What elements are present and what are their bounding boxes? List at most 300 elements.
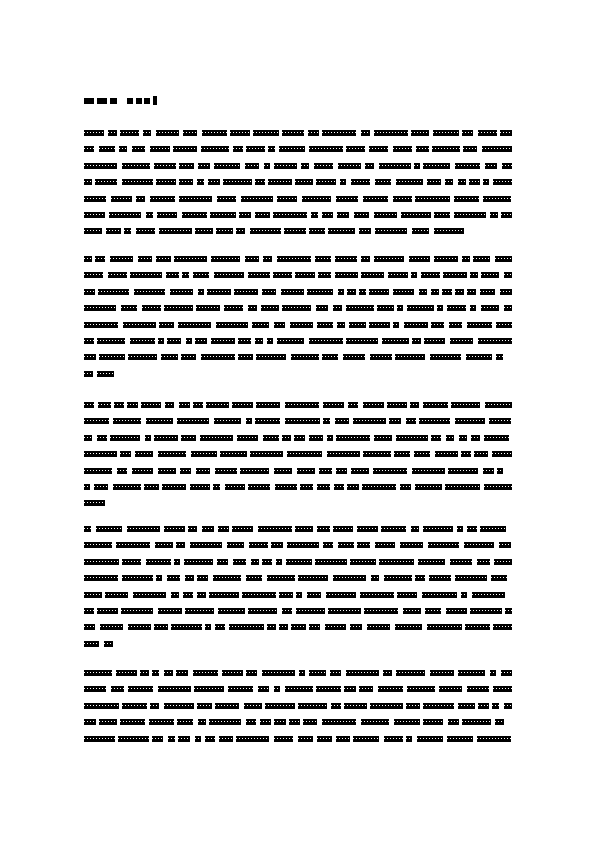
redacted-word (463, 146, 477, 152)
redacted-word (470, 608, 502, 614)
redacted-word (303, 719, 317, 725)
redacted-word (406, 703, 420, 709)
redacted-word (176, 542, 185, 548)
redacted-word (411, 272, 417, 278)
redacted-word (263, 435, 279, 441)
redacted-word (279, 592, 293, 598)
redacted-word (132, 468, 153, 474)
redacted-word (95, 179, 117, 185)
text-line (84, 732, 512, 748)
redacted-word (236, 736, 269, 742)
redacted-word (409, 256, 430, 262)
redacted-word (445, 179, 453, 185)
redacted-word (449, 322, 462, 328)
redacted-word (84, 451, 117, 457)
redacted-word (294, 435, 305, 441)
redacted-word (401, 212, 431, 218)
redacted-word (196, 305, 220, 311)
redacted-word (176, 670, 188, 676)
redacted-word (423, 703, 454, 709)
redacted-word (384, 736, 403, 742)
redacted-word (373, 468, 407, 474)
redacted-word (474, 451, 488, 457)
redacted-word (84, 686, 106, 692)
redacted-word (499, 542, 511, 548)
redacted-word (412, 468, 445, 474)
redacted-word (211, 338, 235, 344)
redacted-word (282, 130, 304, 136)
redacted-word (150, 703, 159, 709)
redacted-word (121, 608, 153, 614)
redacted-word (287, 542, 319, 548)
redacted-word (216, 322, 248, 328)
redacted-word (495, 256, 512, 262)
redacted-word (291, 624, 306, 630)
redacted-word (459, 435, 467, 441)
redacted-word (483, 196, 511, 202)
redacted-word (98, 289, 129, 295)
redacted-word (223, 179, 252, 185)
redacted-word (106, 228, 121, 234)
redacted-word (202, 130, 227, 136)
redacted-word (136, 228, 155, 234)
redacted-word (466, 354, 492, 360)
redacted-word (84, 484, 90, 490)
redacted-word (471, 435, 480, 441)
redacted-word (274, 686, 280, 692)
redacted-word (489, 418, 511, 424)
redacted-word (246, 670, 257, 676)
redacted-word (296, 608, 325, 614)
redacted-word (419, 289, 427, 295)
redacted-word (363, 402, 384, 408)
redacted-word (431, 289, 439, 295)
text-line (84, 666, 512, 682)
redacted-word (185, 575, 194, 581)
redacted-word (300, 484, 313, 490)
redacted-word (455, 163, 480, 169)
redacted-word (462, 256, 470, 262)
redacted-word (480, 526, 506, 532)
text-line (84, 588, 512, 604)
redacted-word (429, 575, 451, 581)
redacted-word (497, 468, 503, 474)
redacted-word (485, 402, 512, 408)
redacted-word (258, 686, 269, 692)
redacted-word (374, 212, 397, 218)
redacted-word (181, 354, 196, 360)
redacted-word (322, 354, 338, 360)
redacted-word (144, 484, 159, 490)
redacted-word (100, 624, 123, 630)
redacted-word (217, 196, 236, 202)
redacted-word (473, 256, 490, 262)
redacted-word (309, 670, 326, 676)
redacted-word (296, 592, 302, 598)
redacted-word (171, 592, 179, 598)
redacted-word (423, 402, 448, 408)
redacted-word (267, 575, 295, 581)
redacted-word (396, 670, 425, 676)
redacted-word (183, 592, 193, 598)
redacted-word (323, 542, 333, 548)
redacted-word (195, 228, 213, 234)
redacted-word (213, 484, 220, 490)
redacted-word (180, 468, 191, 474)
redacted-word (346, 146, 365, 152)
redacted-word (336, 435, 370, 441)
redacted-word (275, 484, 297, 490)
redacted-word (130, 338, 155, 344)
redacted-word (120, 719, 145, 725)
redacted-word (206, 402, 229, 408)
redacted-word (177, 418, 209, 424)
redacted-word (84, 542, 112, 548)
redacted-word (201, 146, 229, 152)
redacted-word (290, 322, 313, 328)
redacted-word (170, 289, 193, 295)
redacted-word (323, 418, 330, 424)
redacted-word (124, 228, 131, 234)
redacted-word (265, 703, 295, 709)
redacted-word (248, 272, 270, 278)
redacted-word (343, 354, 365, 360)
redacted-word (485, 163, 497, 169)
redacted-word (434, 256, 458, 262)
redacted-word (393, 322, 399, 328)
redacted-word (362, 484, 396, 490)
redacted-word (423, 163, 450, 169)
redacted-word (282, 608, 292, 614)
redacted-word (164, 703, 194, 709)
redacted-word (84, 163, 117, 169)
text-line (84, 414, 512, 430)
redacted-word (255, 418, 280, 424)
redacted-word (197, 703, 212, 709)
redacted-word (504, 703, 512, 709)
redacted-word (149, 719, 174, 725)
redacted-word (248, 305, 257, 311)
redacted-word (348, 402, 358, 408)
redacted-word (406, 418, 416, 424)
redacted-word (128, 624, 151, 630)
redacted-word (207, 289, 231, 295)
redacted-word (407, 686, 435, 692)
redacted-word (268, 179, 292, 185)
redacted-word (347, 289, 356, 295)
redacted-word (255, 212, 270, 218)
redacted-word (166, 272, 179, 278)
redacted-word (298, 703, 327, 709)
redacted-word (252, 322, 269, 328)
redacted-word (182, 212, 207, 218)
redacted-word (314, 163, 333, 169)
text-line (84, 431, 512, 447)
redacted-word (492, 451, 512, 457)
redacted-word (394, 719, 420, 725)
redacted-word (350, 559, 376, 565)
redacted-word (322, 719, 356, 725)
redacted-word (422, 592, 457, 598)
redacted-word (97, 435, 107, 441)
paragraph (84, 126, 512, 241)
redacted-word (84, 575, 118, 581)
redacted-word (393, 289, 414, 295)
redacted-word (218, 526, 229, 532)
redacted-word (389, 418, 401, 424)
redacted-word (299, 670, 305, 676)
redacted-word (161, 354, 178, 360)
redacted-word (94, 484, 108, 490)
redacted-word (495, 719, 504, 725)
redacted-word (443, 272, 467, 278)
redacted-word (145, 435, 151, 441)
redacted-word (458, 179, 466, 185)
redacted-word (298, 736, 313, 742)
redacted-word (357, 526, 378, 532)
redacted-word (188, 526, 197, 532)
redacted-word (504, 272, 512, 278)
redacted-word (351, 468, 369, 474)
redacted-word (146, 418, 173, 424)
redacted-word (173, 146, 197, 152)
redacted-word (393, 196, 412, 202)
redacted-word (461, 592, 467, 598)
redacted-word (384, 575, 412, 581)
redacted-word (248, 608, 277, 614)
redacted-word (430, 354, 461, 360)
text-line (84, 699, 512, 715)
redacted-word (158, 608, 182, 614)
redacted-word (240, 468, 269, 474)
redacted-word (317, 526, 330, 532)
text-line (84, 604, 512, 620)
redacted-word (113, 484, 141, 490)
redacted-word (244, 703, 262, 709)
redacted-word (154, 435, 178, 441)
redacted-word (267, 624, 276, 630)
redacted-word (190, 484, 210, 490)
redacted-word (467, 322, 492, 328)
redacted-word (159, 322, 174, 328)
text-line (84, 318, 512, 334)
redacted-word (190, 542, 222, 548)
redacted-word (367, 624, 390, 630)
redacted-word (316, 686, 341, 692)
redacted-word (388, 272, 408, 278)
redacted-word (344, 686, 356, 692)
redacted-word (202, 526, 214, 532)
redacted-word (442, 289, 452, 295)
redacted-word (164, 670, 173, 676)
redacted-word (156, 130, 179, 136)
redacted-word (121, 305, 137, 311)
redacted-word (477, 559, 490, 565)
redacted-word (99, 354, 125, 360)
redacted-word (415, 484, 442, 490)
text-line (84, 398, 512, 414)
redacted-word (268, 146, 275, 152)
redacted-word (493, 179, 512, 185)
redacted-word (375, 228, 407, 234)
redacted-word (417, 736, 443, 742)
redacted-word (158, 468, 176, 474)
redacted-word (331, 703, 341, 709)
redacted-word (238, 338, 251, 344)
redacted-word (447, 305, 466, 311)
redacted-word (193, 670, 218, 676)
text-line (84, 522, 512, 538)
redacted-word (480, 289, 495, 295)
redacted-word (346, 670, 379, 676)
redacted-word (477, 736, 511, 742)
redacted-word (274, 719, 286, 725)
redacted-word (427, 179, 441, 185)
redacted-word (454, 212, 486, 218)
redacted-word (317, 736, 332, 742)
redacted-word (493, 624, 512, 630)
redacted-word (344, 703, 367, 709)
redacted-word (379, 163, 411, 169)
redacted-word (215, 624, 225, 630)
redacted-word (138, 256, 152, 262)
redacted-word (277, 196, 297, 202)
redacted-word (273, 272, 292, 278)
redacted-word (198, 719, 206, 725)
redacted-word (156, 256, 171, 262)
redacted-word (84, 500, 105, 506)
redacted-word (295, 272, 315, 278)
redacted-word (346, 338, 378, 344)
text-line (84, 496, 512, 512)
redacted-word (378, 686, 403, 692)
redacted-word (214, 163, 240, 169)
redacted-word (84, 212, 105, 218)
redacted-word (195, 736, 201, 742)
redacted-word (414, 163, 420, 169)
redacted-word (111, 686, 124, 692)
redacted-word (431, 322, 444, 328)
redacted-word (346, 305, 374, 311)
redacted-word (218, 608, 245, 614)
redacted-word (297, 468, 315, 474)
redacted-word (434, 228, 464, 234)
redacted-word (448, 719, 459, 725)
redacted-word (274, 163, 297, 169)
redacted-word (317, 322, 333, 328)
redacted-word (336, 736, 350, 742)
redacted-word (374, 256, 404, 262)
redacted-word (285, 418, 320, 424)
redacted-word (325, 624, 346, 630)
redacted-word (458, 670, 485, 676)
redacted-word (122, 179, 153, 185)
redacted-word (84, 179, 92, 185)
redacted-word (400, 542, 423, 548)
redacted-word (337, 322, 345, 328)
redacted-word (152, 736, 163, 742)
redacted-word (285, 402, 319, 408)
redacted-word (84, 146, 94, 152)
redacted-word (370, 354, 392, 360)
redacted-word (118, 736, 149, 742)
redacted-word (347, 484, 359, 490)
redacted-word (104, 641, 113, 647)
redacted-word (382, 338, 409, 344)
redacted-word (213, 575, 241, 581)
redacted-word (250, 451, 283, 457)
redacted-word (186, 338, 192, 344)
redacted-word (462, 130, 473, 136)
redacted-word (316, 305, 328, 311)
redacted-word (505, 608, 512, 614)
redacted-word (158, 451, 186, 457)
redacted-word (224, 305, 243, 311)
text-line (84, 285, 512, 301)
redacted-word (501, 670, 512, 676)
redacted-word (295, 526, 313, 532)
text-line (84, 538, 512, 554)
redacted-word (122, 163, 150, 169)
redacted-word (258, 526, 292, 532)
redacted-word (263, 256, 272, 262)
redacted-word (500, 130, 512, 136)
redacted-word (205, 736, 215, 742)
redacted-word (222, 670, 243, 676)
redacted-word (458, 703, 475, 709)
redacted-word (210, 212, 236, 218)
redacted-word (256, 402, 280, 408)
redacted-word (253, 130, 279, 136)
redacted-word (200, 435, 233, 441)
redacted-word (178, 322, 211, 328)
text-line (84, 620, 512, 636)
redacted-word (241, 196, 273, 202)
redacted-word (109, 212, 141, 218)
redacted-word (146, 559, 171, 565)
redacted-word (451, 402, 480, 408)
redacted-word (354, 212, 369, 218)
redacted-word (340, 179, 346, 185)
section-heading (84, 94, 158, 108)
redacted-word (110, 256, 133, 262)
redacted-word (285, 686, 313, 692)
redacted-word (274, 468, 292, 474)
redacted-word (481, 272, 499, 278)
redacted-word (307, 289, 333, 295)
redacted-word (457, 526, 463, 532)
redacted-word (171, 624, 202, 630)
redacted-word (155, 542, 173, 548)
redacted-word (504, 305, 512, 311)
redacted-word (455, 575, 487, 581)
text-line (84, 208, 512, 224)
text-line (84, 480, 512, 496)
redacted-word (156, 179, 176, 185)
redacted-word (215, 468, 237, 474)
redacted-word (434, 212, 450, 218)
redacted-word (234, 289, 258, 295)
redacted-word (411, 130, 429, 136)
redacted-word (84, 354, 96, 360)
redacted-word (162, 484, 186, 490)
redacted-word (490, 670, 496, 676)
redacted-word (219, 736, 233, 742)
redacted-word (446, 608, 467, 614)
text-line (84, 301, 512, 317)
redacted-word (478, 703, 489, 709)
redacted-word (395, 624, 422, 630)
